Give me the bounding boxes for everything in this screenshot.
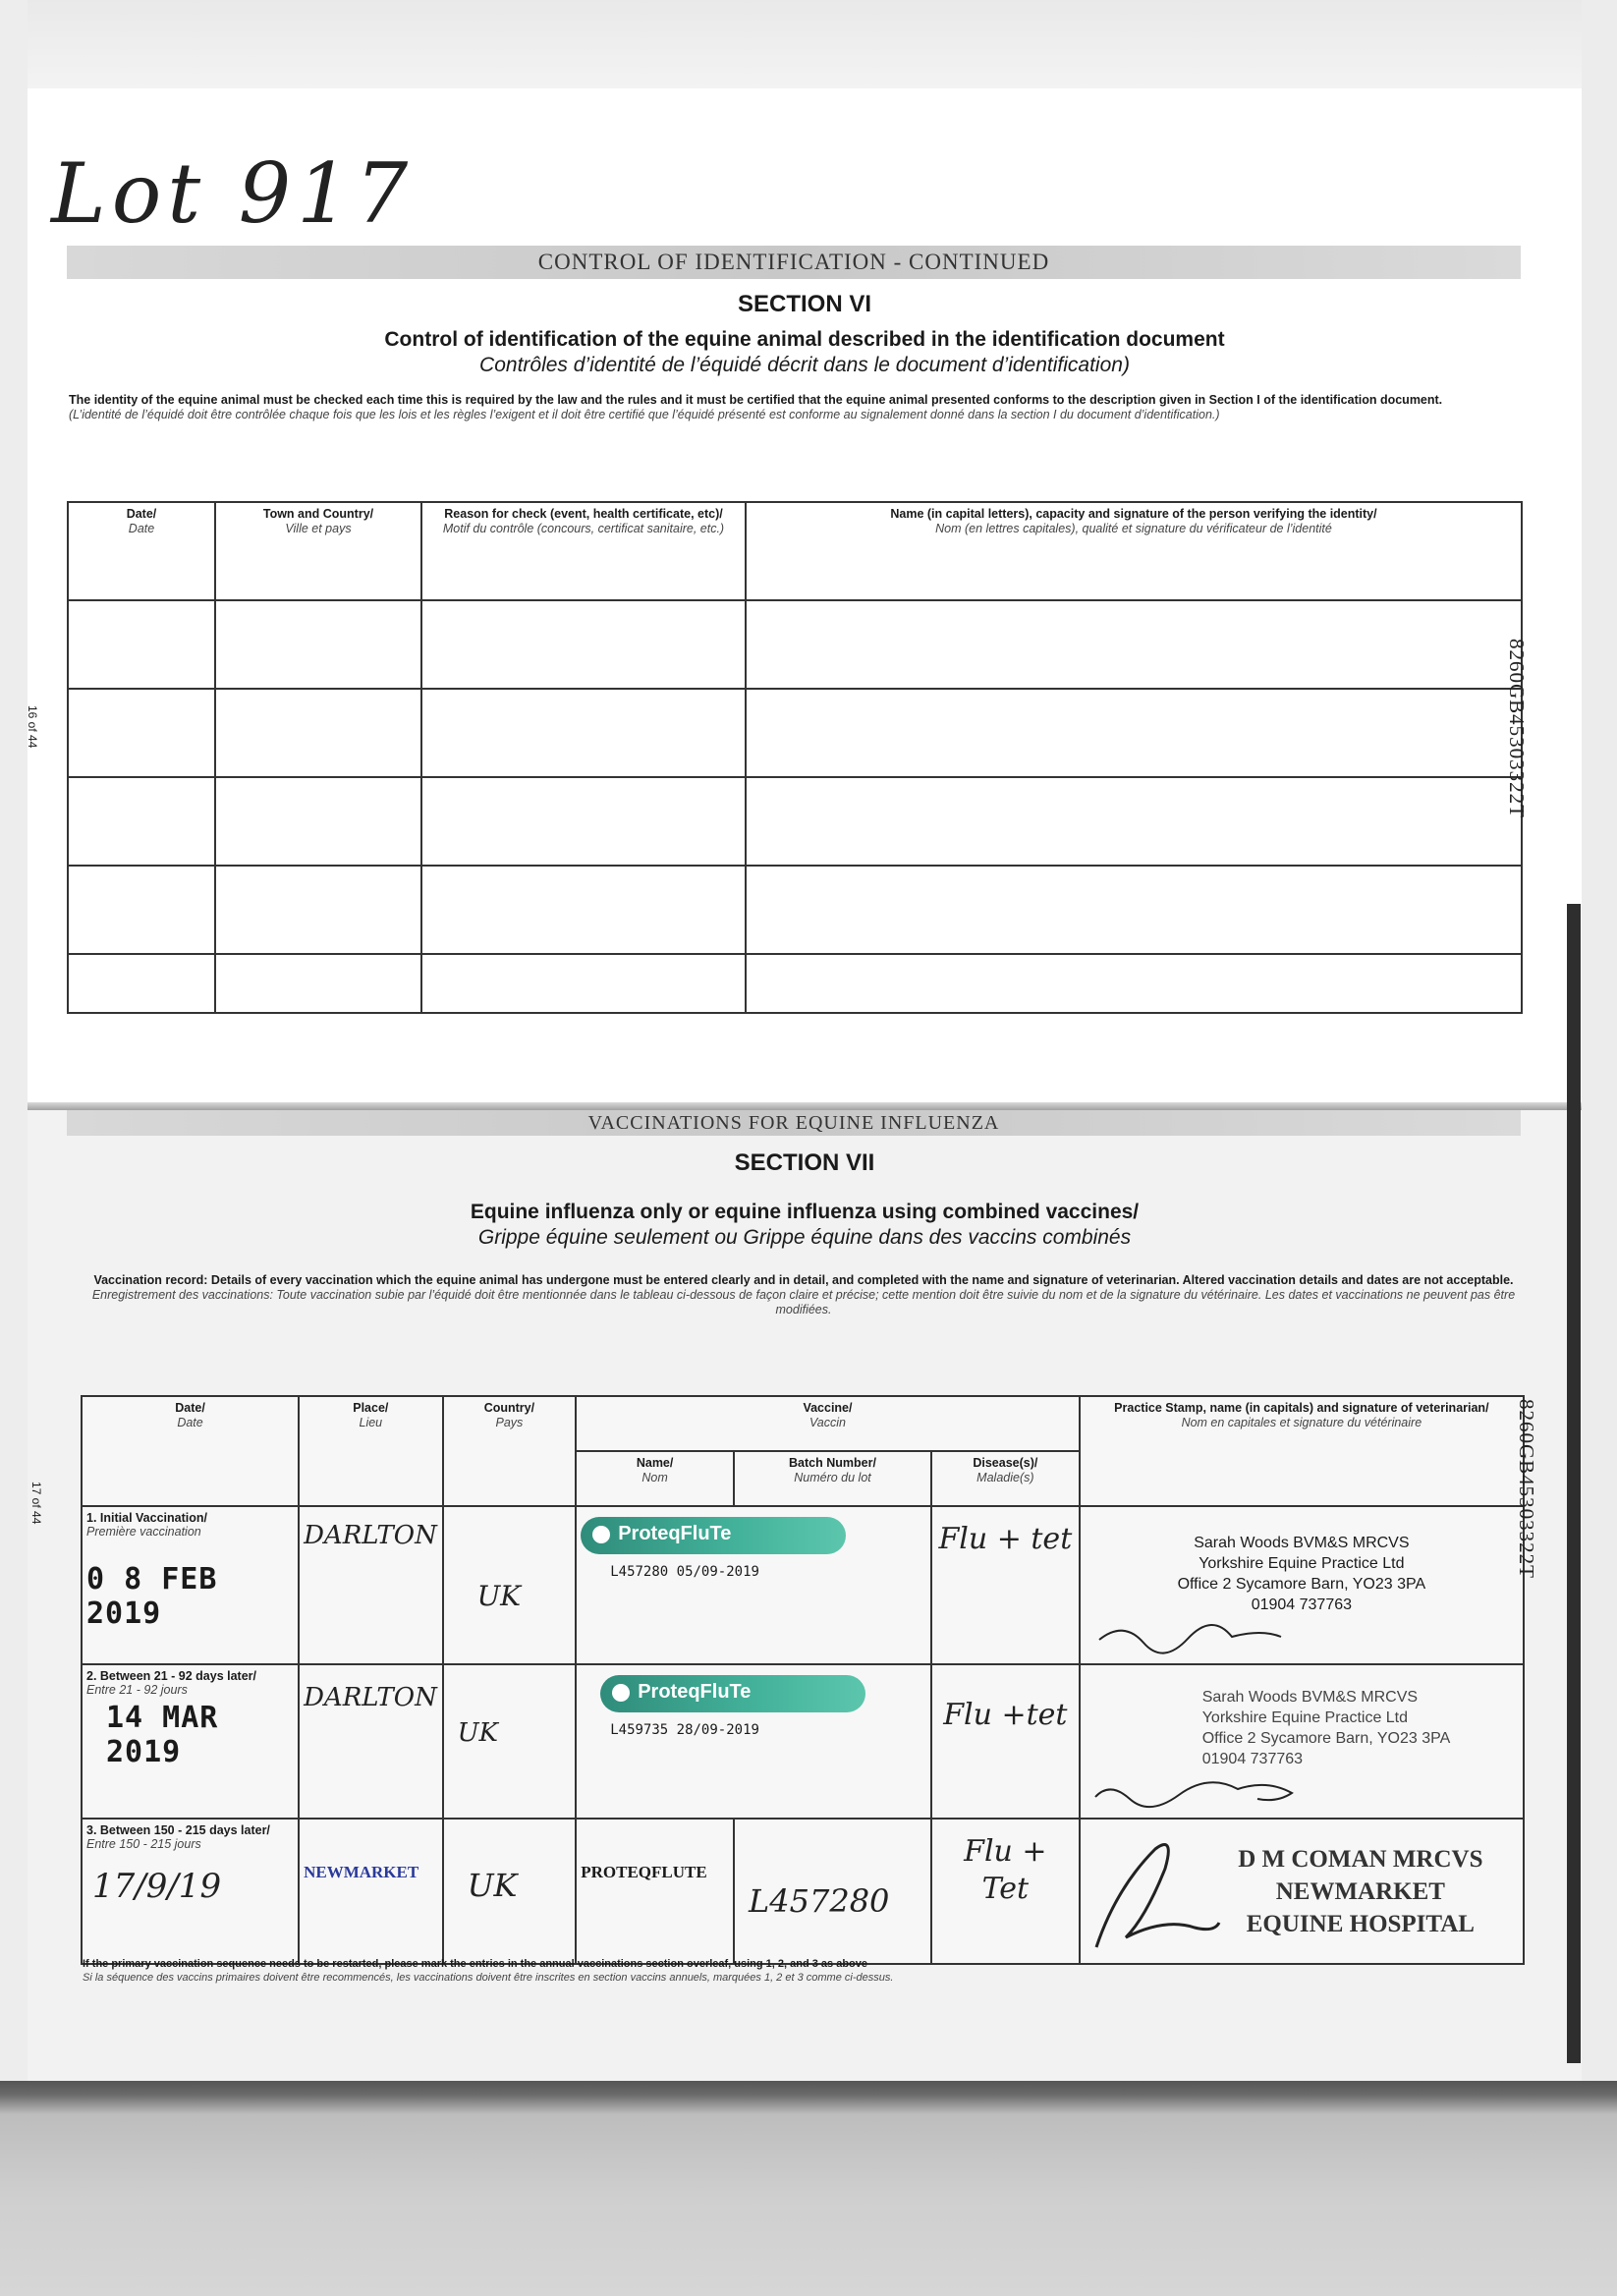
vaccine-name: ProteqFluTe xyxy=(638,1681,752,1703)
scan-bottom-border xyxy=(0,2081,1617,2296)
title-fr: Contrôles d’identité de l’équidé décrit dans le document d’identification) xyxy=(479,354,1130,376)
title-en: Equine influenza only or equine influenza using combined vaccines/ xyxy=(470,1201,1140,1223)
page-17 xyxy=(28,1110,1582,2081)
vaccine-name: ProteqFluTe xyxy=(618,1523,732,1544)
footnote-en: If the primary vaccination sequence needs to be restarted, please mark the entries in the annual vaccinations section overleaf, using 1, 2, and 3 as above xyxy=(83,1958,868,1970)
place-handwritten: DARLTON xyxy=(304,1683,437,1712)
place-stamp: NEWMARKET xyxy=(304,1863,419,1881)
col-name: Name (in capital letters), capacity and signature of the person verifying the identity/ Nom (en lettres capitales), qualité et signature du vérificateur de l’identité xyxy=(746,502,1522,600)
batch-number: L457280 xyxy=(749,1882,890,1920)
vaccination-table xyxy=(81,1395,1525,1965)
logo-icon xyxy=(592,1526,610,1543)
disease-handwritten: Flu +tet xyxy=(943,1698,1068,1732)
vet-stamp: Sarah Woods BVM&S MRCVS Yorkshire Equine Practice Ltd Office 2 Sycamore Barn, YO23 3PA 01904 737763 xyxy=(1177,1535,1426,1613)
signature-icon xyxy=(1087,1829,1224,1957)
vet-stamp: D M COMAN MRCVS NEWMARKET EQUINE HOSPITAL xyxy=(1238,1846,1483,1937)
col-town: Town and Country/ Ville et pays xyxy=(215,502,421,600)
section-title: SECTION VII xyxy=(734,1149,875,1176)
banner-text: CONTROL OF IDENTIFICATION - CONTINUED xyxy=(537,250,1050,274)
intro-text xyxy=(86,1273,1521,1317)
vaccine-sticker xyxy=(600,1675,865,1712)
section-vii-banner xyxy=(67,1110,1521,1136)
disease-handwritten: Flu + tet xyxy=(938,1522,1073,1556)
table-row xyxy=(68,954,1522,1013)
title-fr: Grippe équine seulement ou Grippe équine dans des vaccins combinés xyxy=(477,1226,1132,1249)
country-handwritten: UK xyxy=(467,1867,518,1904)
table-row xyxy=(68,777,1522,866)
scan-left-border xyxy=(0,0,28,2296)
vaccination-row-1 xyxy=(82,1506,1524,1664)
col-disease: Disease(s)/ Maladie(s) xyxy=(931,1451,1080,1506)
doc-number-vertical: 8260GB45303322T xyxy=(1515,1399,1538,1579)
row-label: 1. Initial Vaccination/ Première vaccination xyxy=(86,1511,207,1539)
page-16 xyxy=(28,88,1582,1110)
row-label: 2. Between 21 - 92 days later/ Entre 21 - 92 jours xyxy=(86,1669,257,1697)
signature-icon xyxy=(1094,1615,1291,1654)
col-country: Country/ Pays xyxy=(443,1396,577,1506)
vaccination-row-2 xyxy=(82,1664,1524,1819)
vaccination-date: 17/9/19 xyxy=(92,1867,222,1906)
table-row xyxy=(68,689,1522,777)
binding-edge xyxy=(1567,904,1581,2063)
title-en: Control of identification of the equine animal described in the identification document xyxy=(384,328,1225,351)
vaccine-sticker xyxy=(581,1517,846,1554)
batch-number: L459735 28/09-2019 xyxy=(610,1722,759,1738)
col-practice: Practice Stamp, name (in capitals) and signature of veterinarian/ Nom en capitales et signature du vétérinaire xyxy=(1080,1396,1524,1506)
scan-top-border xyxy=(0,0,1617,88)
logo-icon xyxy=(612,1684,630,1702)
col-place: Place/ Lieu xyxy=(299,1396,442,1506)
page-number-17: 17 of 44 xyxy=(29,1482,43,1525)
doc-number-vertical: 8260GB45303322T xyxy=(1505,639,1529,818)
footnote xyxy=(83,1957,1458,1985)
footnote-fr: Si la séquence des vaccins primaires doivent être recommencés, les vaccinations doivent être inscrites en section vaccins annuels, marquées 1, 2 et 3 comme ci-dessus. xyxy=(83,1972,894,1984)
intro-en: Vaccination record: Details of every vaccination which the equine animal has undergone must be entered clearly and in detail, and completed with the name and signature of veterinarian. Altered vaccination details and dates are not acceptable. xyxy=(93,1273,1514,1287)
intro-fr: Enregistrement des vaccinations: Toute vaccination subie par l’équidé doit être mentionnée dans le tableau ci-dessous de façon claire et précise; cette mention doit être suivie du nom et de la signature du vétérinaire. Les dates et vaccinations ne peuvent pas être modifiées. xyxy=(91,1288,1516,1316)
col-vaccine: Vaccine/ Vaccin xyxy=(576,1396,1080,1451)
vaccination-date: 14 MAR 2019 xyxy=(106,1701,219,1769)
scan-right-border xyxy=(1582,0,1617,2296)
table-row xyxy=(68,600,1522,689)
col-date: Date/ Date xyxy=(68,502,215,600)
vaccination-row-3 xyxy=(82,1819,1524,1964)
place-handwritten: DARLTON xyxy=(304,1521,437,1550)
vaccination-date: 0 8 FEB 2019 xyxy=(86,1562,218,1631)
section-title: SECTION VI xyxy=(737,291,872,317)
batch-number: L457280 05/09-2019 xyxy=(610,1564,759,1580)
table-row xyxy=(68,866,1522,954)
intro-en: The identity of the equine animal must be checked each time this is required by the law and the rules and it must be certified that the equine animal presented conforms to the description given in Section I of the identification document. xyxy=(69,393,1443,407)
banner-text: VACCINATIONS FOR EQUINE INFLUENZA xyxy=(587,1111,1000,1134)
signature-icon xyxy=(1090,1769,1307,1809)
identity-check-table xyxy=(67,501,1523,1014)
intro-fr: (L’identité de l’équidé doit être contrôlée chaque fois que les lois et les règles l’exigent et il doit être certifié que l’équidé présenté est conforme au signalement donné dans la section I du document d’identification.) xyxy=(69,408,1220,421)
intro-text xyxy=(69,393,1513,422)
col-batch: Batch Number/ Numéro du lot xyxy=(734,1451,931,1506)
country-handwritten: UK xyxy=(476,1580,522,1612)
col-date: Date/ Date xyxy=(82,1396,299,1506)
row-label: 3. Between 150 - 215 days later/ Entre 150 - 215 jours xyxy=(86,1823,270,1851)
country-handwritten: UK xyxy=(457,1718,498,1748)
vet-stamp: Sarah Woods BVM&S MRCVS Yorkshire Equine Practice Ltd Office 2 Sycamore Barn, YO23 3PA 01904 737763 xyxy=(1201,1689,1451,1767)
page-number-16: 16 of 44 xyxy=(26,705,39,749)
lot-number-handwritten: Lot 917 xyxy=(51,145,415,242)
col-reason: Reason for check (event, health certificate, etc)/ Motif du contrôle (concours, certificat sanitaire, etc.) xyxy=(421,502,746,600)
vaccine-name: PROTEQFLUTE xyxy=(581,1863,707,1881)
section-vi-banner xyxy=(67,246,1521,279)
disease-handwritten: Flu + Tet xyxy=(964,1834,1047,1906)
col-vaccine-name: Name/ Nom xyxy=(576,1451,734,1506)
